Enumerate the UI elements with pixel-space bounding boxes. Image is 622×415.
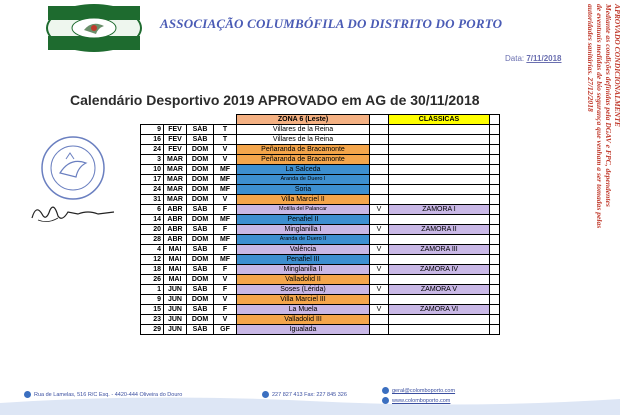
zona-column-header: ZONA 6 (Leste) [237, 115, 370, 125]
extra-cell [490, 285, 500, 295]
weekday-cell: SÁB [187, 305, 214, 315]
date-day-cell: 4 [141, 245, 164, 255]
zona-race-cell: La Salceda [237, 165, 370, 175]
calendar-row [141, 195, 500, 205]
date-day-cell: 16 [141, 135, 164, 145]
classica-race-cell [389, 215, 490, 225]
date-month-cell: MAR [164, 165, 187, 175]
calendar-row [141, 215, 500, 225]
calendar-row [141, 205, 500, 215]
date-day-cell: 24 [141, 145, 164, 155]
date-month-cell: JUN [164, 295, 187, 305]
classica-race-cell [389, 195, 490, 205]
weekday-cell: DOM [187, 275, 214, 285]
extra-cell [490, 135, 500, 145]
date-month-cell: FEV [164, 145, 187, 155]
extra-cell [490, 305, 500, 315]
extra-cell [490, 145, 500, 155]
approval-note [578, 4, 622, 304]
calendar-row [141, 325, 500, 335]
approval-note-line: de eventuais medidas de bio segurança que venham a ser tomadas pelas [595, 4, 604, 229]
footer-website[interactable] [382, 397, 450, 404]
v-marker-cell [370, 255, 389, 265]
weekday-cell: DOM [187, 295, 214, 305]
classicas-column-header: CLÁSSICAS [389, 115, 490, 125]
classica-race-cell [389, 125, 490, 135]
weekday-cell: DOM [187, 215, 214, 225]
v-marker-cell [370, 175, 389, 185]
weekday-cell: SÁB [187, 225, 214, 235]
v-marker-cell [370, 165, 389, 175]
extra-cell [490, 275, 500, 285]
zona-race-cell: Peñaranda de Bracamonte [237, 145, 370, 155]
date-month-cell: MAI [164, 255, 187, 265]
date-day-cell: 23 [141, 315, 164, 325]
weekday-cell: SÁB [187, 245, 214, 255]
calendar-row [141, 235, 500, 245]
race-type-cell: F [214, 225, 237, 235]
zona-race-cell: Valência [237, 245, 370, 255]
website-text[interactable]: www.colomboporto.com [392, 397, 451, 404]
handwritten-signature [28, 200, 118, 226]
classica-race-cell: ZAMORA V [389, 285, 490, 295]
weekday-cell: SÁB [187, 205, 214, 215]
v-marker-cell: V [370, 305, 389, 315]
classica-race-cell [389, 145, 490, 155]
date-month-cell: ABR [164, 225, 187, 235]
v-marker-cell: V [370, 285, 389, 295]
v-marker-cell [370, 155, 389, 165]
extra-cell [490, 165, 500, 175]
date-month-cell: MAR [164, 185, 187, 195]
date-month-cell: ABR [164, 205, 187, 215]
calendar-row [141, 315, 500, 325]
email-text[interactable]: geral@colomboporto.com [392, 387, 456, 394]
calendar-row [141, 285, 500, 295]
weekday-cell: DOM [187, 155, 214, 165]
extra-cell [490, 265, 500, 275]
date-day-cell: 6 [141, 205, 164, 215]
date-label: Data: [505, 54, 525, 63]
date-month-cell: MAR [164, 155, 187, 165]
v-marker-cell [370, 275, 389, 285]
calendar-row [141, 175, 500, 185]
zona-race-cell: La Muela [237, 305, 370, 315]
weekday-cell: DOM [187, 235, 214, 245]
calendar-title: Calendário Desportivo 2019 APROVADO em AG de 30/11/2018 [70, 92, 480, 108]
race-type-cell: T [214, 135, 237, 145]
calendar-row [141, 145, 500, 155]
association-title: ASSOCIAÇÃO COLUMBÓFILA DO DISTRITO DO PORTO [160, 16, 503, 31]
date-month-cell: MAI [164, 275, 187, 285]
classica-race-cell: ZAMORA I [389, 205, 490, 215]
race-type-cell: MF [214, 175, 237, 185]
v-marker-cell [370, 195, 389, 205]
race-type-cell: V [214, 315, 237, 325]
calendar-row [141, 305, 500, 315]
association-logo [46, 4, 142, 52]
zona-race-cell: Villa Marciel II [237, 195, 370, 205]
race-type-cell: MF [214, 215, 237, 225]
logo-graphic [48, 6, 140, 50]
race-type-cell: V [214, 145, 237, 155]
zona-race-cell: Aranda de Duero II [237, 235, 370, 245]
classica-race-cell: ZAMORA III [389, 245, 490, 255]
race-type-cell: MF [214, 185, 237, 195]
classica-race-cell: ZAMORA VI [389, 305, 490, 315]
date-month-cell: JUN [164, 285, 187, 295]
v-marker-cell [370, 315, 389, 325]
extra-cell [490, 295, 500, 305]
email-icon [382, 387, 389, 394]
document-date [505, 54, 562, 63]
date-day-cell: 1 [141, 285, 164, 295]
calendar-row [141, 225, 500, 235]
zona-race-cell: Igualada [237, 325, 370, 335]
race-type-cell: F [214, 285, 237, 295]
v-marker-cell [370, 135, 389, 145]
calendar-row [141, 245, 500, 255]
date-day-cell: 10 [141, 165, 164, 175]
date-month-cell: JUN [164, 315, 187, 325]
race-type-cell: V [214, 275, 237, 285]
globe-icon [382, 397, 389, 404]
phone-icon [262, 391, 269, 398]
date-day-cell: 20 [141, 225, 164, 235]
weekday-cell: SÁB [187, 285, 214, 295]
classica-race-cell [389, 295, 490, 305]
weekday-cell: DOM [187, 315, 214, 325]
zona-race-cell: Valladolid II [237, 275, 370, 285]
date-day-cell: 9 [141, 125, 164, 135]
zona-race-cell: Villares de la Reina [237, 135, 370, 145]
zona-race-cell: Aranda de Duero I [237, 175, 370, 185]
classica-race-cell [389, 175, 490, 185]
date-month-cell: MAR [164, 175, 187, 185]
extra-cell [490, 215, 500, 225]
race-type-cell: V [214, 155, 237, 165]
date-day-cell: 14 [141, 215, 164, 225]
zona-race-cell: Soses (Lérida) [237, 285, 370, 295]
weekday-cell: SÁB [187, 135, 214, 145]
extra-cell [490, 125, 500, 135]
v-marker-cell [370, 325, 389, 335]
approval-note-line: APROVADO CONDICIONALMENTE [613, 4, 622, 127]
extra-cell [490, 185, 500, 195]
extra-cell [490, 155, 500, 165]
v-column-header [370, 115, 389, 125]
weekday-cell: DOM [187, 255, 214, 265]
calendar-row [141, 295, 500, 305]
table-header-row [141, 115, 500, 125]
date-day-cell: 17 [141, 175, 164, 185]
extra-cell [490, 325, 500, 335]
race-type-cell: V [214, 295, 237, 305]
zona-race-cell: Minglanilla I [237, 225, 370, 235]
classica-race-cell [389, 255, 490, 265]
race-type-cell: F [214, 205, 237, 215]
classica-race-cell [389, 235, 490, 245]
classica-race-cell [389, 325, 490, 335]
classica-race-cell: ZAMORA IV [389, 265, 490, 275]
v-marker-cell [370, 295, 389, 305]
date-month-cell: MAR [164, 195, 187, 205]
zona-race-cell: Peñaranda de Bracamonte [237, 155, 370, 165]
footer [0, 385, 620, 415]
date-month-cell: MAI [164, 265, 187, 275]
footer-phone [262, 391, 347, 398]
extra-cell [490, 235, 500, 245]
phone-text: 227 827 413 Fax: 227 845 326 [272, 391, 347, 398]
race-type-cell: MF [214, 255, 237, 265]
date-day-cell: 31 [141, 195, 164, 205]
v-marker-cell [370, 235, 389, 245]
extra-cell [490, 205, 500, 215]
date-day-cell: 26 [141, 275, 164, 285]
zona-race-cell: Minglanilla II [237, 265, 370, 275]
classica-race-cell [389, 155, 490, 165]
race-type-cell: MF [214, 235, 237, 245]
calendar-row [141, 255, 500, 265]
race-type-cell: GF [214, 325, 237, 335]
footer-email[interactable] [382, 387, 455, 394]
zona-race-cell: Villares de la Reina [237, 125, 370, 135]
classica-race-cell [389, 165, 490, 175]
weekday-cell: DOM [187, 185, 214, 195]
extra-cell [490, 245, 500, 255]
v-marker-cell: V [370, 245, 389, 255]
date-day-cell: 29 [141, 325, 164, 335]
weekday-cell: DOM [187, 165, 214, 175]
race-type-cell: V [214, 195, 237, 205]
date-day-cell: 24 [141, 185, 164, 195]
address-text: Rua de Lamelas, 516 R/C Esq. - 4420-444 Oliveira do Douro [34, 391, 183, 398]
calendar-row [141, 165, 500, 175]
calendar-row [141, 155, 500, 165]
weekday-cell: DOM [187, 195, 214, 205]
v-marker-cell [370, 125, 389, 135]
v-marker-cell: V [370, 225, 389, 235]
race-type-cell: F [214, 305, 237, 315]
weekday-cell: SÁB [187, 325, 214, 335]
zona-race-cell: Penafiel III [237, 255, 370, 265]
approval-note-line: autoridades sanitárias. 27/12/2018 [586, 4, 595, 112]
calendar-row [141, 275, 500, 285]
federation-seal [40, 135, 106, 201]
race-calendar-table [140, 114, 500, 335]
calendar-row [141, 125, 500, 135]
zona-race-cell: Soria [237, 185, 370, 195]
approval-note-line: Mediante as condições definidas pela DGAV e FPC, dependentes [604, 4, 613, 207]
zona-race-cell: Penafiel II [237, 215, 370, 225]
classica-race-cell: ZAMORA II [389, 225, 490, 235]
extra-cell [490, 255, 500, 265]
weekday-cell: SÁB [187, 265, 214, 275]
zona-race-cell: Valladolid III [237, 315, 370, 325]
date-month-cell: ABR [164, 235, 187, 245]
classica-race-cell [389, 135, 490, 145]
v-marker-cell [370, 145, 389, 155]
v-marker-cell [370, 185, 389, 195]
race-type-cell: F [214, 265, 237, 275]
extra-column-header [490, 115, 500, 125]
weekday-cell: DOM [187, 145, 214, 155]
date-day-cell: 15 [141, 305, 164, 315]
date-day-cell: 9 [141, 295, 164, 305]
date-month-cell: ABR [164, 215, 187, 225]
date-month-cell: FEV [164, 125, 187, 135]
v-marker-cell: V [370, 265, 389, 275]
footer-address [24, 391, 182, 398]
race-type-cell: T [214, 125, 237, 135]
classica-race-cell [389, 275, 490, 285]
race-type-cell: MF [214, 165, 237, 175]
calendar-row [141, 185, 500, 195]
calendar-row [141, 135, 500, 145]
extra-cell [490, 225, 500, 235]
calendar-row [141, 265, 500, 275]
zona-race-cell: Villa Marciel III [237, 295, 370, 305]
date-day-cell: 12 [141, 255, 164, 265]
extra-cell [490, 195, 500, 205]
date-month-cell: MAI [164, 245, 187, 255]
v-marker-cell [370, 215, 389, 225]
date-day-cell: 18 [141, 265, 164, 275]
date-month-cell: JUN [164, 305, 187, 315]
date-value: 7/11/2018 [526, 54, 562, 63]
weekday-cell: SÁB [187, 125, 214, 135]
date-month-cell: FEV [164, 135, 187, 145]
date-day-cell: 28 [141, 235, 164, 245]
classica-race-cell [389, 185, 490, 195]
location-icon [24, 391, 31, 398]
date-month-cell: JUN [164, 325, 187, 335]
classica-race-cell [389, 315, 490, 325]
weekday-cell: DOM [187, 175, 214, 185]
zona-race-cell: Motilla del Palancar [237, 205, 370, 215]
race-type-cell: F [214, 245, 237, 255]
extra-cell [490, 175, 500, 185]
extra-cell [490, 315, 500, 325]
v-marker-cell: V [370, 205, 389, 215]
date-day-cell: 3 [141, 155, 164, 165]
